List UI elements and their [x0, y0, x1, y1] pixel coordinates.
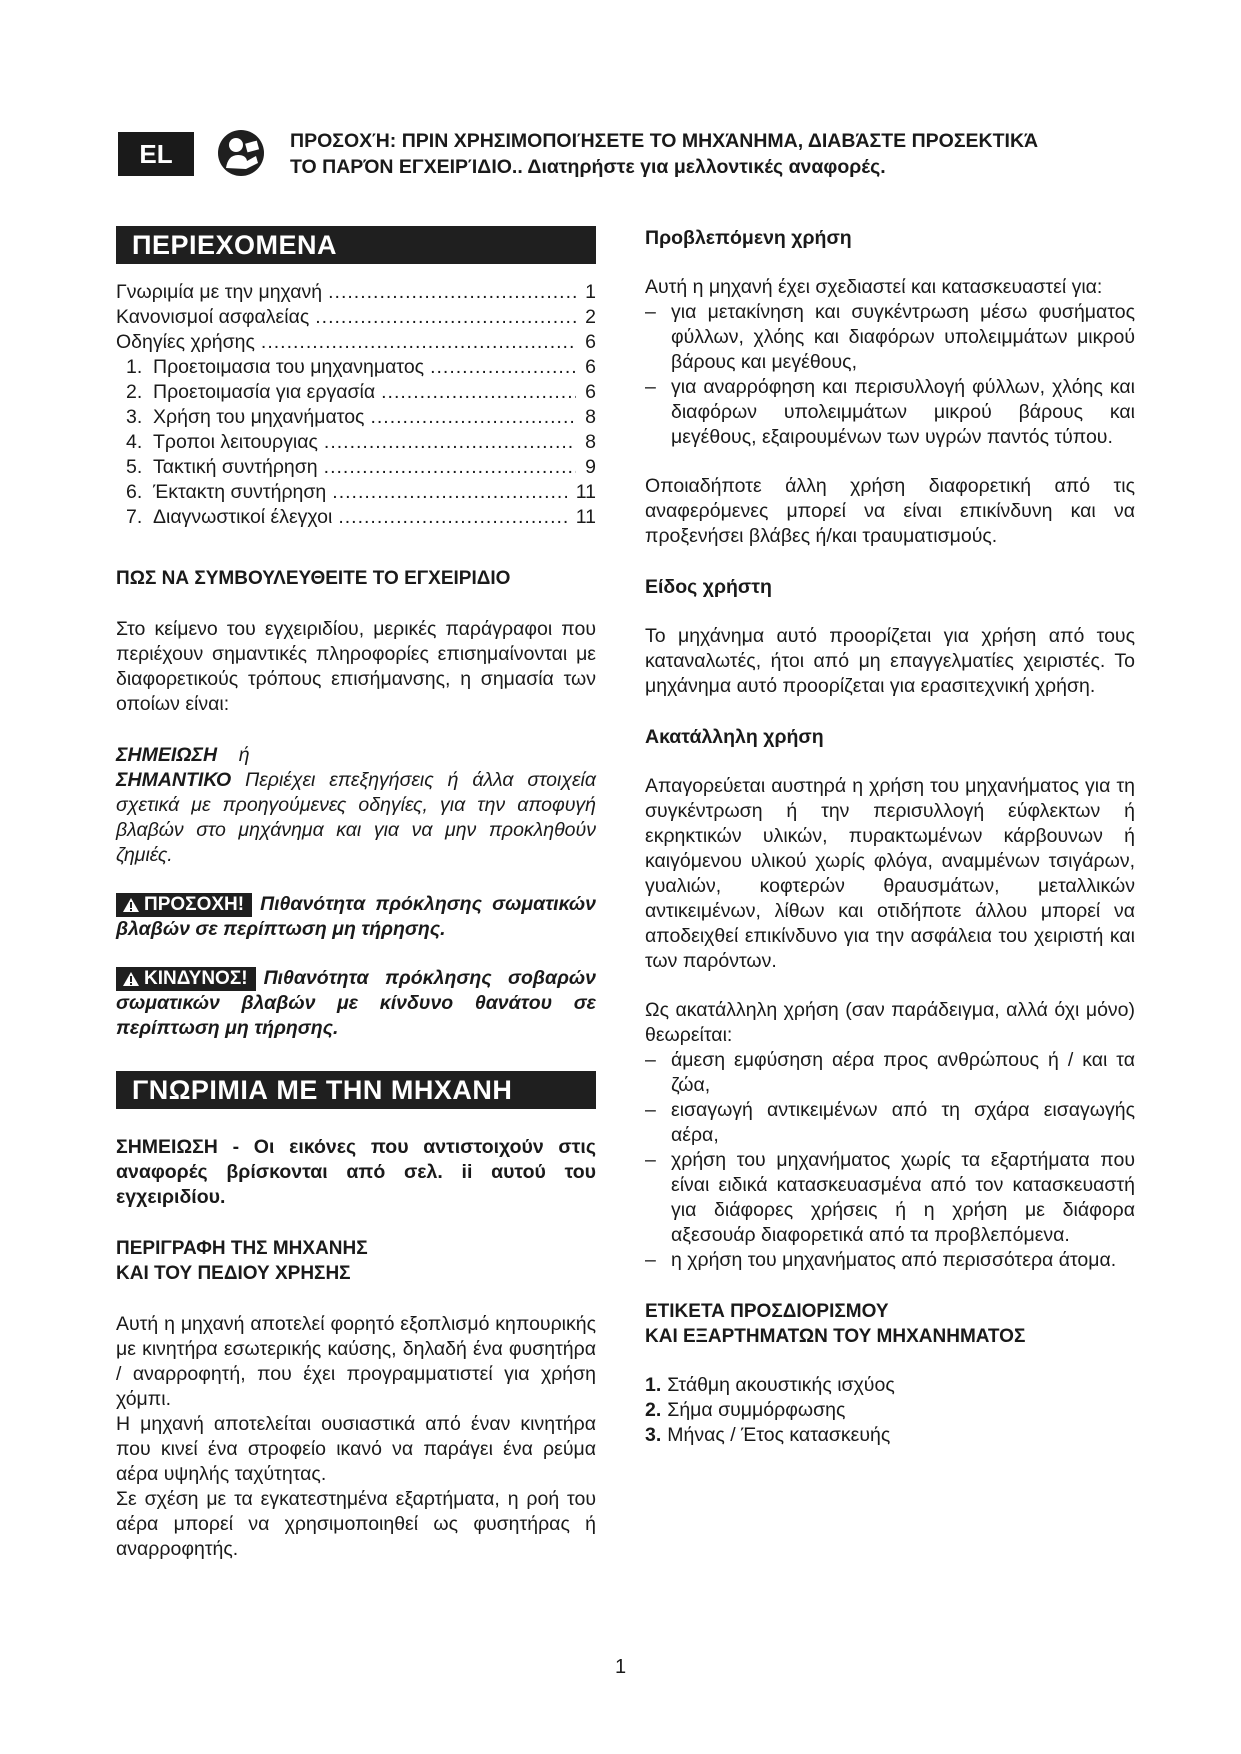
toc-page: 6	[585, 381, 596, 403]
toc-num: 1.	[126, 356, 143, 378]
item-number: 3.	[645, 1424, 662, 1446]
toc-label: Χρήση του μηχανήματος	[153, 406, 365, 428]
language-badge: EL	[118, 132, 194, 176]
danger-text: Πιθανότητα πρόκλησης σοβαρών σωματικών βλαβών με κίνδυνο θανάτου σε περίπτωση μη τήρησης.	[116, 967, 596, 1039]
list-item: – εισαγωγή αντικειμένων από τη σχάρα εισαγωγής αέρα,	[645, 1098, 1135, 1148]
toc-row[interactable]	[116, 380, 596, 405]
warning-line-2: ΤΟ ΠΑΡΌΝ ΕΓΧΕΙΡΊΔΙΟ.. Διατηρήστε για μελλοντικές αναφορές.	[290, 156, 886, 178]
list-item: – για αναρρόφηση και περισυλλογή φύλλων, χλόης και διαφόρων υπολειμμάτων μικρού βάρους και μεγέθους, εξαιρουμένων των υγρών παντός τύπου.	[645, 375, 1135, 450]
list-item: – για μετακίνηση και συγκέντρωση μέσω φυσήματος φύλλων, χλόης και διαφόρων υπολειμμάτων μικρού βάρους και μεγέθους,	[645, 300, 1135, 375]
read-manual-warning	[290, 128, 1150, 180]
page-number: 1	[614, 1656, 627, 1678]
user-type-text: Το μηχάνημα αυτό προορίζεται για χρήση από τους καταναλωτές, ήτοι από μη επαγγελματίες χειριστές. Το μηχάνημα αυτό προορίζεται για ερασιτεχνική χρήση.	[645, 625, 1135, 697]
item-number: 1.	[645, 1374, 662, 1396]
toc-page: 8	[585, 406, 596, 428]
warning-triangle-icon	[122, 897, 140, 913]
improper-use-title: Ακατάλληλη χρήση	[645, 726, 824, 748]
item-text: Σήμα συμμόρφωσης	[667, 1399, 846, 1421]
item-text: Στάθμη ακουστικής ισχύος	[667, 1374, 895, 1396]
caution-badge	[116, 893, 252, 917]
danger-badge	[116, 967, 256, 991]
label-title-line-1: ΕΤΙΚΕΤΑ ΠΡΟΣΔΙΟΡΙΣΜΟΥ	[645, 1301, 889, 1322]
list-item	[645, 1423, 1135, 1448]
list-item	[645, 1398, 1135, 1423]
toc-page: 6	[585, 356, 596, 378]
toc-label: Γνωριμία με την μηχανή	[116, 281, 323, 303]
toc-num: 5.	[126, 456, 143, 478]
toc-label: Τροποι λειτουργιας	[153, 431, 318, 453]
improper-use-examples-intro: Ως ακατάλληλη χρήση (σαν παράδειγμα, αλλά όχι μόνο) θεωρείται:	[645, 999, 1135, 1046]
description-title-line-2: ΚΑΙ ΤΟΥ ΠΕΔΙΟΥ ΧΡΗΣΗΣ	[116, 1263, 351, 1284]
intended-use-other: Οποιαδήποτε άλλη χρήση διαφορετική από τις αναφερόμενες μπορεί να είναι επικίνδυνη και να προξενήσει βλάβες ή/και τραυματισμούς.	[645, 475, 1135, 547]
toc-row[interactable]	[116, 280, 596, 305]
toc-label: Προετοιμασια του μηχανηματος	[153, 356, 425, 378]
description-paragraph-3: Σε σχέση με τα εγκατεστημένα εξαρτήματα, η ροή του αέρα μπορεί να χρησιμοποιηθεί ως φυσητήρας ή αναρροφητής.	[116, 1488, 596, 1560]
list-item: – άμεση εμφύσηση αέρα προς ανθρώπους ή / και τα ζώα,	[645, 1048, 1135, 1098]
danger-label: ΚΙΝΔΥΝΟΣ!	[144, 968, 248, 989]
description-title	[116, 1236, 596, 1286]
label-items-list	[645, 1373, 1135, 1448]
warning-triangle-icon	[122, 971, 140, 987]
toc-label: Έκτακτη συντήρηση	[153, 481, 327, 503]
improper-use-text: Απαγορεύεται αυστηρά η χρήση του μηχανήματος για τη συγκέντρωση ή την περισυλλογή εύφλεκτων ή εκρηκτικών υλικών, πυρακτωμένων κάρβουνων ή καιγόμενου υλικού χωρίς φλόγα, αναμμένων τσιγάρων, γυαλιών, κοφτερών θραυσμάτων, μεταλλικών αντικειμένων, λίθων και οτιδήποτε άλλου μπορεί να αποδειχθεί επικίνδυνο για την ασφάλεια του χειριστή και των παρόντων.	[645, 775, 1135, 972]
important-label: ΣΗΜΑΝΤΙΚΟ	[116, 769, 232, 791]
figures-note: ΣΗΜΕΙΩΣΗ - Οι εικόνες που αντιστοιχούν στις αναφορές βρίσκονται από σελ. ii αυτού του εγχειριδίου.	[116, 1136, 596, 1208]
toc-page: 1	[585, 281, 596, 303]
toc-row[interactable]	[116, 330, 596, 355]
toc-row[interactable]	[116, 505, 596, 530]
machine-intro-title: ΓΝΩΡΙΜΙΑ ΜΕ ΤΗΝ ΜΗΧΑΝΗ	[116, 1071, 596, 1109]
table-of-contents	[116, 280, 596, 530]
toc-label: Διαγνωστικοί έλεγχοι	[153, 506, 333, 528]
user-type-title: Είδος χρήστη	[645, 576, 772, 598]
toc-row[interactable]	[116, 355, 596, 380]
improper-use-list	[645, 1048, 1135, 1273]
toc-page: 8	[585, 431, 596, 453]
toc-num: 6.	[126, 481, 143, 503]
contents-title: ΠΕΡΙΕΧΟΜΕΝΑ	[116, 226, 596, 264]
description-paragraph-1: Αυτή η μηχανή αποτελεί φορητό εξοπλισμό κηπουρικής με κινητήρα εσωτερικής καύσης, δηλαδή ένα φυσητήρα / αναρροφητή, που έχει προγραμματιστεί για χρήση χόμπι.	[116, 1313, 596, 1410]
toc-label: Προετοιμασία για εργασία	[153, 381, 376, 403]
important-text: Περιέχει επεξηγήσεις ή άλλα στοιχεία σχετικά με προηγούμενες οδηγίες, για την αποφυγή βλαβών στο μηχάνημα και για να μην προκληθούν ζημιές.	[116, 769, 596, 866]
intended-use-title: Προβλεπόμενη χρήση	[645, 227, 852, 249]
toc-num: 7.	[126, 506, 143, 528]
how-to-consult-text: Στο κείμενο του εγχειριδίου, μερικές παράγραφοι που περιέχουν σημαντικές πληροφορίες επισημαίνονται με διαφορετικούς τρόπους επισήμανσης, η σημασία των οποίων είναι:	[116, 618, 596, 715]
toc-page: 11	[575, 481, 596, 503]
toc-row[interactable]	[116, 480, 596, 505]
note-important-block	[116, 743, 596, 868]
item-text: Μήνας / Έτος κατασκευής	[667, 1424, 891, 1446]
list-item	[645, 1373, 1135, 1398]
how-to-consult-title: ΠΩΣ ΝΑ ΣΥΜΒΟΥΛΕΥΘΕΙΤΕ ΤΟ ΕΓΧΕΙΡΙΔΙΟ	[116, 568, 511, 589]
list-item: – η χρήση του μηχανήματος από περισσότερα άτομα.	[645, 1248, 1135, 1273]
toc-num: 2.	[126, 381, 143, 403]
item-number: 2.	[645, 1399, 662, 1421]
toc-row[interactable]	[116, 455, 596, 480]
label-title-line-2: ΚΑΙ ΕΞΑΡΤΗΜΑΤΩΝ ΤΟΥ ΜΗΧΑΝΗΜΑΤΟΣ	[645, 1326, 1026, 1347]
toc-num: 4.	[126, 431, 143, 453]
toc-row[interactable]	[116, 430, 596, 455]
toc-row[interactable]	[116, 305, 596, 330]
right-column	[645, 226, 1135, 1448]
label-section-title	[645, 1299, 1135, 1349]
left-column	[116, 226, 596, 1562]
list-item: – χρήση του μηχανήματος χωρίς τα εξαρτήματα που είναι ειδικά κατασκευασμένα από τον κατασκευαστή για διάφορες χρήσεις ή η χρήση με διάφορα αξεσουάρ διαφορετικά από τα προβλεπόμενα.	[645, 1148, 1135, 1248]
caution-block	[116, 892, 596, 942]
toc-label: Οδηγίες χρήσης	[116, 331, 255, 353]
toc-row[interactable]	[116, 405, 596, 430]
description-title-line-1: ΠΕΡΙΓΡΑΦΗ ΤΗΣ ΜΗΧΑΝΗΣ	[116, 1238, 368, 1259]
toc-page: 6	[585, 331, 596, 353]
toc-label: Κανονισμοί ασφαλείας	[116, 306, 310, 328]
note-or: ή	[238, 744, 250, 766]
intended-use-list	[645, 300, 1135, 450]
caution-label: ΠΡΟΣΟΧΗ!	[144, 894, 245, 915]
toc-page: 11	[575, 506, 596, 528]
danger-block	[116, 966, 596, 1041]
warning-line-1: ΠΡΟΣΟΧΉ: ΠΡΙΝ ΧΡΗΣΙΜΟΠΟΙΉΣΕΤΕ ΤΟ ΜΗΧΆΝΗΜΑ, ΔΙΑΒΆΣΤΕ ΠΡΟΣΕΚΤΙΚΆ	[290, 130, 1039, 152]
description-paragraph-2: Η μηχανή αποτελείται ουσιαστικά από έναν κινητήρα που κινεί ένα στροφείο ικανό να παράγει ένα ρεύμα αέρα υψηλής ταχύτητας.	[116, 1413, 596, 1485]
toc-page: 2	[585, 306, 596, 328]
toc-page: 9	[585, 456, 596, 478]
read-manual-icon	[216, 128, 266, 178]
toc-num: 3.	[126, 406, 143, 428]
intended-use-intro: Αυτή η μηχανή έχει σχεδιαστεί και κατασκευαστεί για:	[645, 276, 1103, 298]
caution-text: Πιθανότητα πρόκλησης σωματικών βλαβών σε περίπτωση μη τήρησης.	[116, 893, 596, 940]
toc-label: Τακτική συντήρηση	[153, 456, 318, 478]
note-label: ΣΗΜΕΙΩΣΗ	[116, 744, 218, 766]
